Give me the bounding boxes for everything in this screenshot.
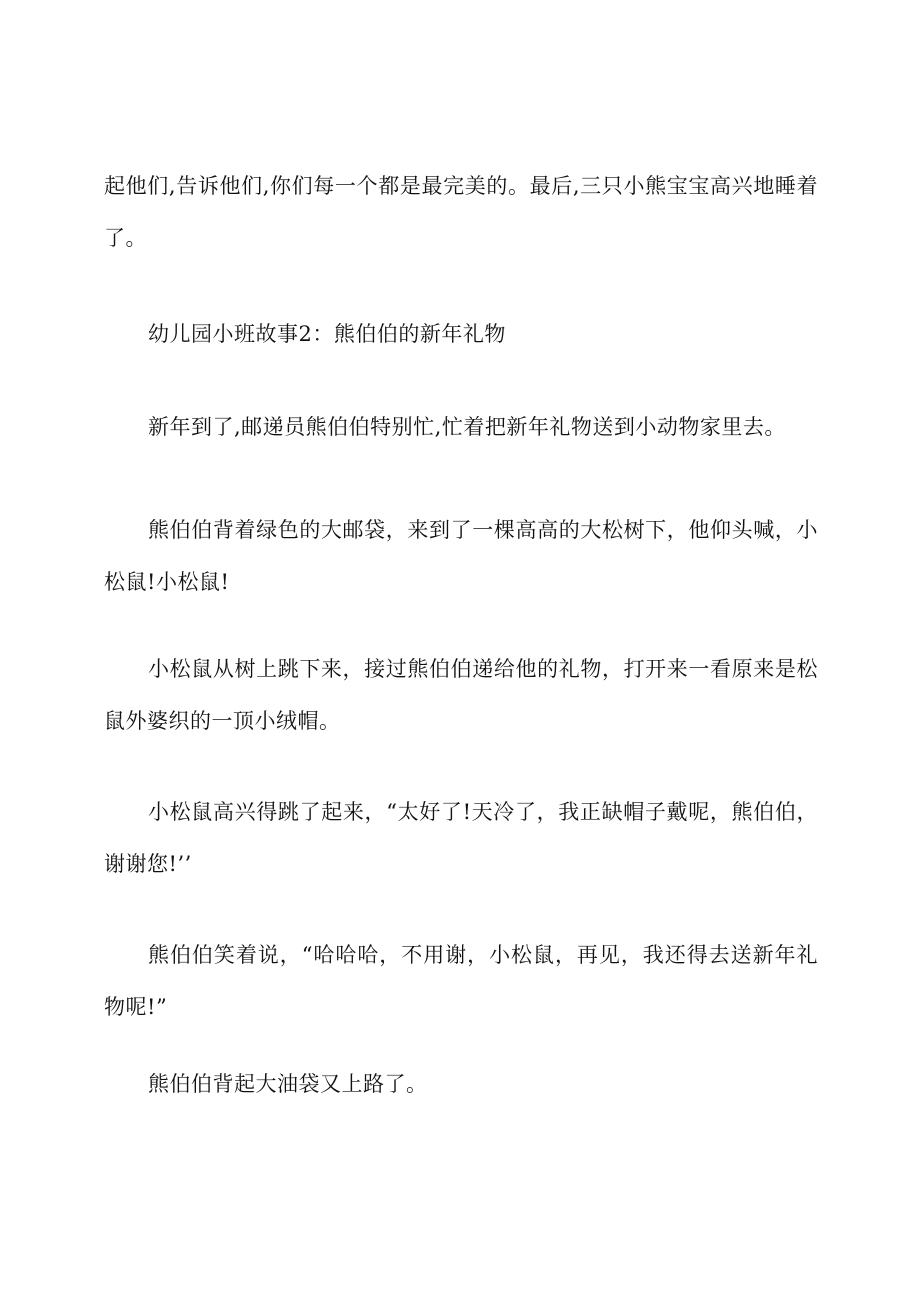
paragraph-6: [104, 929, 818, 1033]
paragraph-5: [104, 786, 818, 890]
paragraph-3-line-1: 熊伯伯背着绿色的大邮袋，来到了一棵高高的大松树下，他仰头喊，小: [148, 518, 818, 542]
paragraph-6-line-1: 熊伯伯笑着说，“哈哈哈，不用谢，小松鼠，再见，我还得去送新年礼: [148, 943, 818, 967]
story-heading-text: 幼儿园小班故事2：熊伯伯的新年礼物: [148, 322, 506, 346]
paragraph-7-line-1: 熊伯伯背起大油袋又上路了。: [148, 1072, 428, 1096]
paragraph-6-line-2: 物呢!”: [104, 995, 168, 1019]
paragraph-3: [104, 504, 818, 608]
paragraph-1-line-1: 起他们,告诉他们,你们每一个都是最完美的。最后,三只小熊宝宝高兴地睡着: [104, 174, 818, 198]
paragraph-2: [148, 401, 818, 453]
paragraph-4: [104, 643, 818, 747]
paragraph-1: [104, 160, 818, 264]
paragraph-3-line-2: 松鼠!小松鼠!: [104, 570, 230, 594]
paragraph-4-line-1: 小松鼠从树上跳下来，接过熊伯伯递给他的礼物，打开来一看原来是松: [148, 657, 818, 681]
paragraph-4-line-2: 鼠外婆织的一顶小绒帽。: [104, 709, 341, 733]
story-heading: [148, 308, 818, 360]
paragraph-1-line-2: 了。: [104, 226, 147, 250]
paragraph-7: [148, 1058, 818, 1110]
paragraph-5-line-2: 谢谢您!’’: [104, 852, 192, 876]
paragraph-2-line-1: 新年到了,邮递员熊伯伯特别忙,忙着把新年礼物送到小动物家里去。: [148, 415, 786, 439]
paragraph-5-line-1: 小松鼠高兴得跳了起来，“太好了!天冷了，我正缺帽子戴呢，熊伯伯，: [148, 800, 818, 824]
